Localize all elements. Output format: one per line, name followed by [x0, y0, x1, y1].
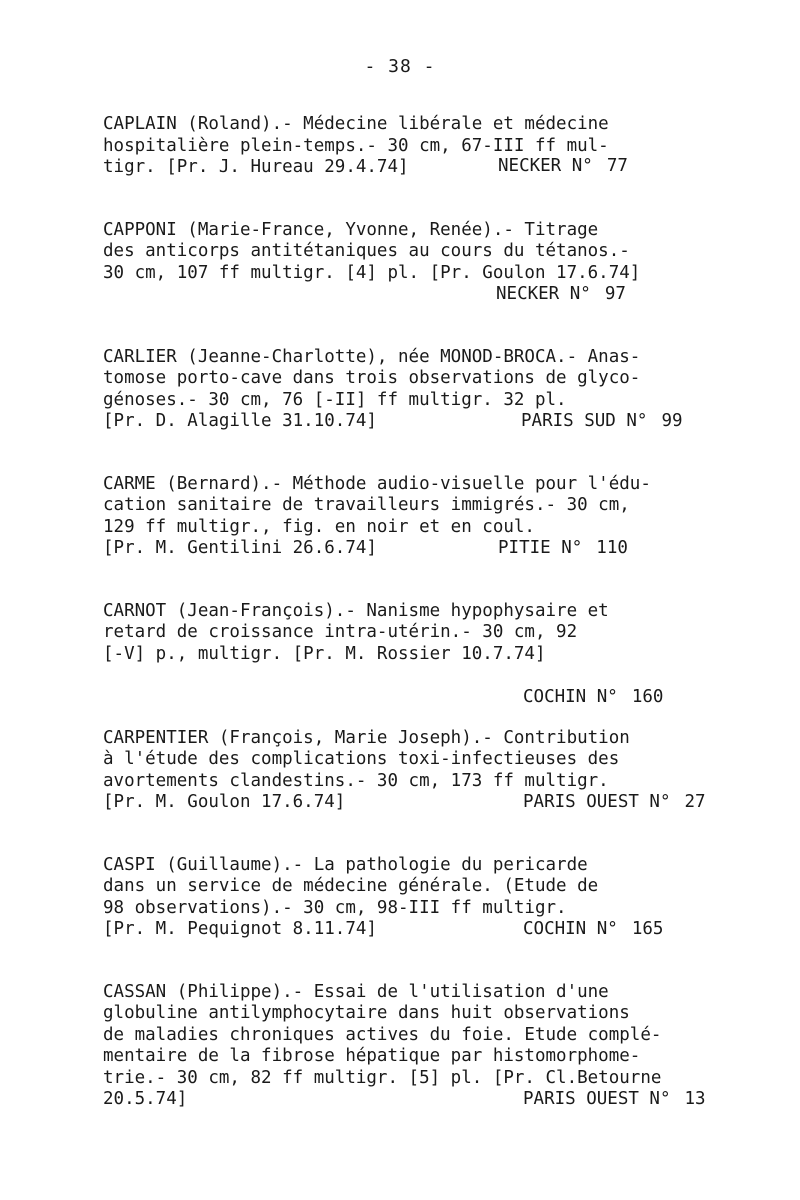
entry-line: [Pr. M. Pequignot 8.11.74]: [103, 919, 377, 939]
thesis-entry: [103, 855, 723, 941]
location-number: 110: [596, 538, 628, 558]
entry-location: [523, 919, 663, 941]
thesis-entry: [103, 600, 723, 707]
entry-line: [103, 284, 723, 306]
entry-line: CARPENTIER (François, Marie Joseph).- Contribution: [103, 727, 630, 748]
entry-line: 30 cm, 107 ff multigr. [4] pl. [Pr. Goulon 17.6.74]: [103, 262, 641, 283]
entry-line: [Pr. M. Goulon 17.6.74]: [103, 792, 346, 812]
location-name: PITIE N°: [498, 538, 583, 558]
entry-line: trie.- 30 cm, 82 ff multigr. [5] pl. [Pr. Cl.Betourne: [103, 1067, 662, 1088]
entry-location: [496, 284, 626, 306]
entry-line: 98 observations).- 30 cm, 98-III ff multigr.: [103, 897, 567, 918]
location-name: PARIS OUEST N°: [523, 1089, 671, 1109]
entry-location: [523, 687, 663, 709]
entry-line: retard de croissance intra-utérin.- 30 cm, 92: [103, 622, 578, 642]
entry-line: CASPI (Guillaume).- La pathologie du pericarde: [103, 854, 588, 875]
location-number: 97: [604, 284, 626, 304]
entry-location: [523, 792, 706, 814]
location-name: PARIS SUD N°: [521, 411, 648, 431]
thesis-entry: [103, 728, 723, 814]
entry-line: génoses.- 30 cm, 76 [-II] ff multigr. 32 pl.: [103, 389, 567, 410]
thesis-entry: [103, 347, 723, 433]
entry-line: globuline antilymphocytaire dans huit observations: [103, 1003, 630, 1023]
entry-line: dans un service de médecine générale. (Etude de: [103, 876, 599, 896]
entry-line: 129 ff multigr., fig. en noir et en coul.: [103, 516, 535, 537]
location-name: PARIS OUEST N°: [523, 792, 671, 812]
entry-line: CARME (Bernard).- Méthode audio-visuelle pour l'édu-: [103, 473, 651, 494]
entry-line: mentaire de la fibrose hépatique par histomorphome-: [103, 1046, 641, 1066]
location-name: NECKER N°: [496, 284, 591, 304]
entry-line: des anticorps antitétaniques au cours du tétanos.-: [103, 241, 630, 261]
entry-location: [498, 156, 628, 178]
entry-line: tigr. [Pr. J. Hureau 29.4.74]: [103, 157, 409, 177]
entry-line: [Pr. D. Alagille 31.10.74]: [103, 411, 377, 431]
entry-line: CAPPONI (Marie-France, Yvonne, Renée).- Titrage: [103, 219, 599, 240]
entry-line: tomose porto-cave dans trois observations de glyco-: [103, 368, 641, 388]
location-number: 165: [631, 919, 664, 939]
page-number: - 38 -: [364, 56, 436, 77]
thesis-entry-list: [103, 114, 723, 1152]
entry-line: [103, 665, 723, 687]
location-number: 77: [606, 156, 628, 176]
location-name: NECKER N°: [498, 156, 593, 176]
thesis-entry: [103, 220, 723, 306]
location-number: 13: [684, 1089, 706, 1109]
entry-line: CASSAN (Philippe).- Essai de l'utilisation d'une: [103, 981, 609, 1002]
entry-line: 20.5.74]: [103, 1089, 188, 1109]
entry-line: CARLIER (Jeanne-Charlotte), née MONOD-BROCA.- Anas-: [103, 346, 641, 367]
thesis-entry: [103, 474, 723, 560]
location-name: COCHIN N°: [523, 919, 618, 939]
entry-line: de maladies chroniques actives du foie. Etude complé-: [103, 1024, 662, 1045]
location-number: 99: [661, 411, 683, 431]
entry-line: à l'étude des complications toxi-infectieuses des: [103, 749, 620, 769]
entry-line: avortements clandestins.- 30 cm, 173 ff multigr.: [103, 770, 609, 791]
entry-line: [Pr. M. Gentilini 26.6.74]: [103, 538, 377, 558]
entry-location: [521, 411, 683, 433]
location-name: COCHIN N°: [523, 686, 618, 707]
entry-location: [523, 1089, 706, 1111]
entry-line: CAPLAIN (Roland).- Médecine libérale et médecine: [103, 114, 609, 134]
thesis-entry: [103, 114, 723, 179]
entry-location: [498, 538, 628, 560]
location-number: 160: [631, 686, 664, 707]
thesis-entry: [103, 982, 723, 1111]
location-number: 27: [684, 792, 706, 812]
entry-line: cation sanitaire de travailleurs immigrés.- 30 cm,: [103, 495, 630, 515]
entry-line: [-V] p., multigr. [Pr. M. Rossier 10.7.74]: [103, 643, 546, 664]
entry-line: hospitalière plein-temps.- 30 cm, 67-III ff mul-: [103, 135, 609, 156]
entry-line: CARNOT (Jean-François).- Nanisme hypophysaire et: [103, 600, 609, 621]
